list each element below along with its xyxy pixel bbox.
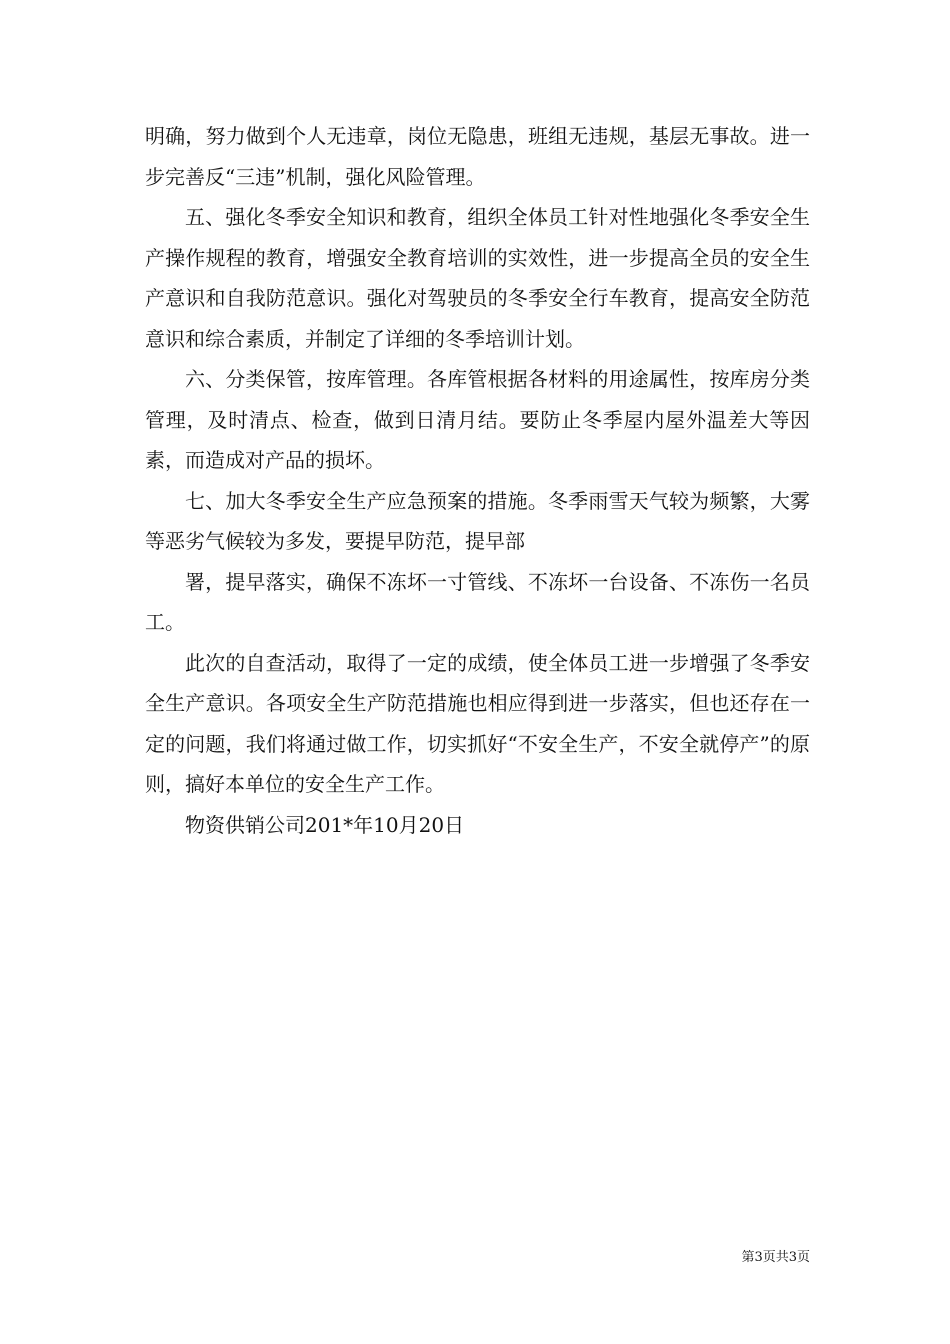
signature-line: 物资供销公司201*年10月20日: [185, 812, 465, 837]
paragraph-item-five: 五、强化冬季安全知识和教育，组织全体员工针对性地强化冬季安全生产操作规程的教育，增强安全教育培训的实效性，进一步提高全员的安全生产意识和自我防范意识。强化对驾驶员的冬季安全行车教育，提高安全防范意识和综合素质，并制定了详细的冬季培训计划。: [145, 205, 810, 351]
page-number-footer: 第3页共3页: [741, 1250, 810, 1265]
paragraph-continuation: 明确，努力做到个人无违章，岗位无隐患，班组无违规，基层无事故。进一步完善反“三违”机制，强化风险管理。: [145, 124, 810, 189]
document-body: [145, 116, 810, 845]
paragraph-item-six: 六、分类保管，按库管理。各库管根据各材料的用途属性，按库房分类管理，及时清点、检查，做到日清月结。要防止冬季屋内屋外温差大等因素，而造成对产品的损坏。: [145, 367, 810, 472]
paragraph-item-seven: 七、加大冬季安全生产应急预案的措施。冬季雨雪天气较为频繁，大雾等恶劣气候较为多发，要提早防范，提早部: [145, 488, 810, 553]
paragraph-conclusion: 此次的自查活动，取得了一定的成绩，使全体员工进一步增强了冬季安全生产意识。各项安全生产防范措施也相应得到进一步落实，但也还存在一定的问题，我们将通过做工作，切实抓好“不安全生产，不安全就停产”的原则，搞好本单位的安全生产工作。: [145, 650, 810, 796]
paragraph-item-seven-continued: 署，提早落实，确保不冻坏一寸管线、不冻坏一台设备、不冻伤一名员工。: [145, 569, 810, 634]
